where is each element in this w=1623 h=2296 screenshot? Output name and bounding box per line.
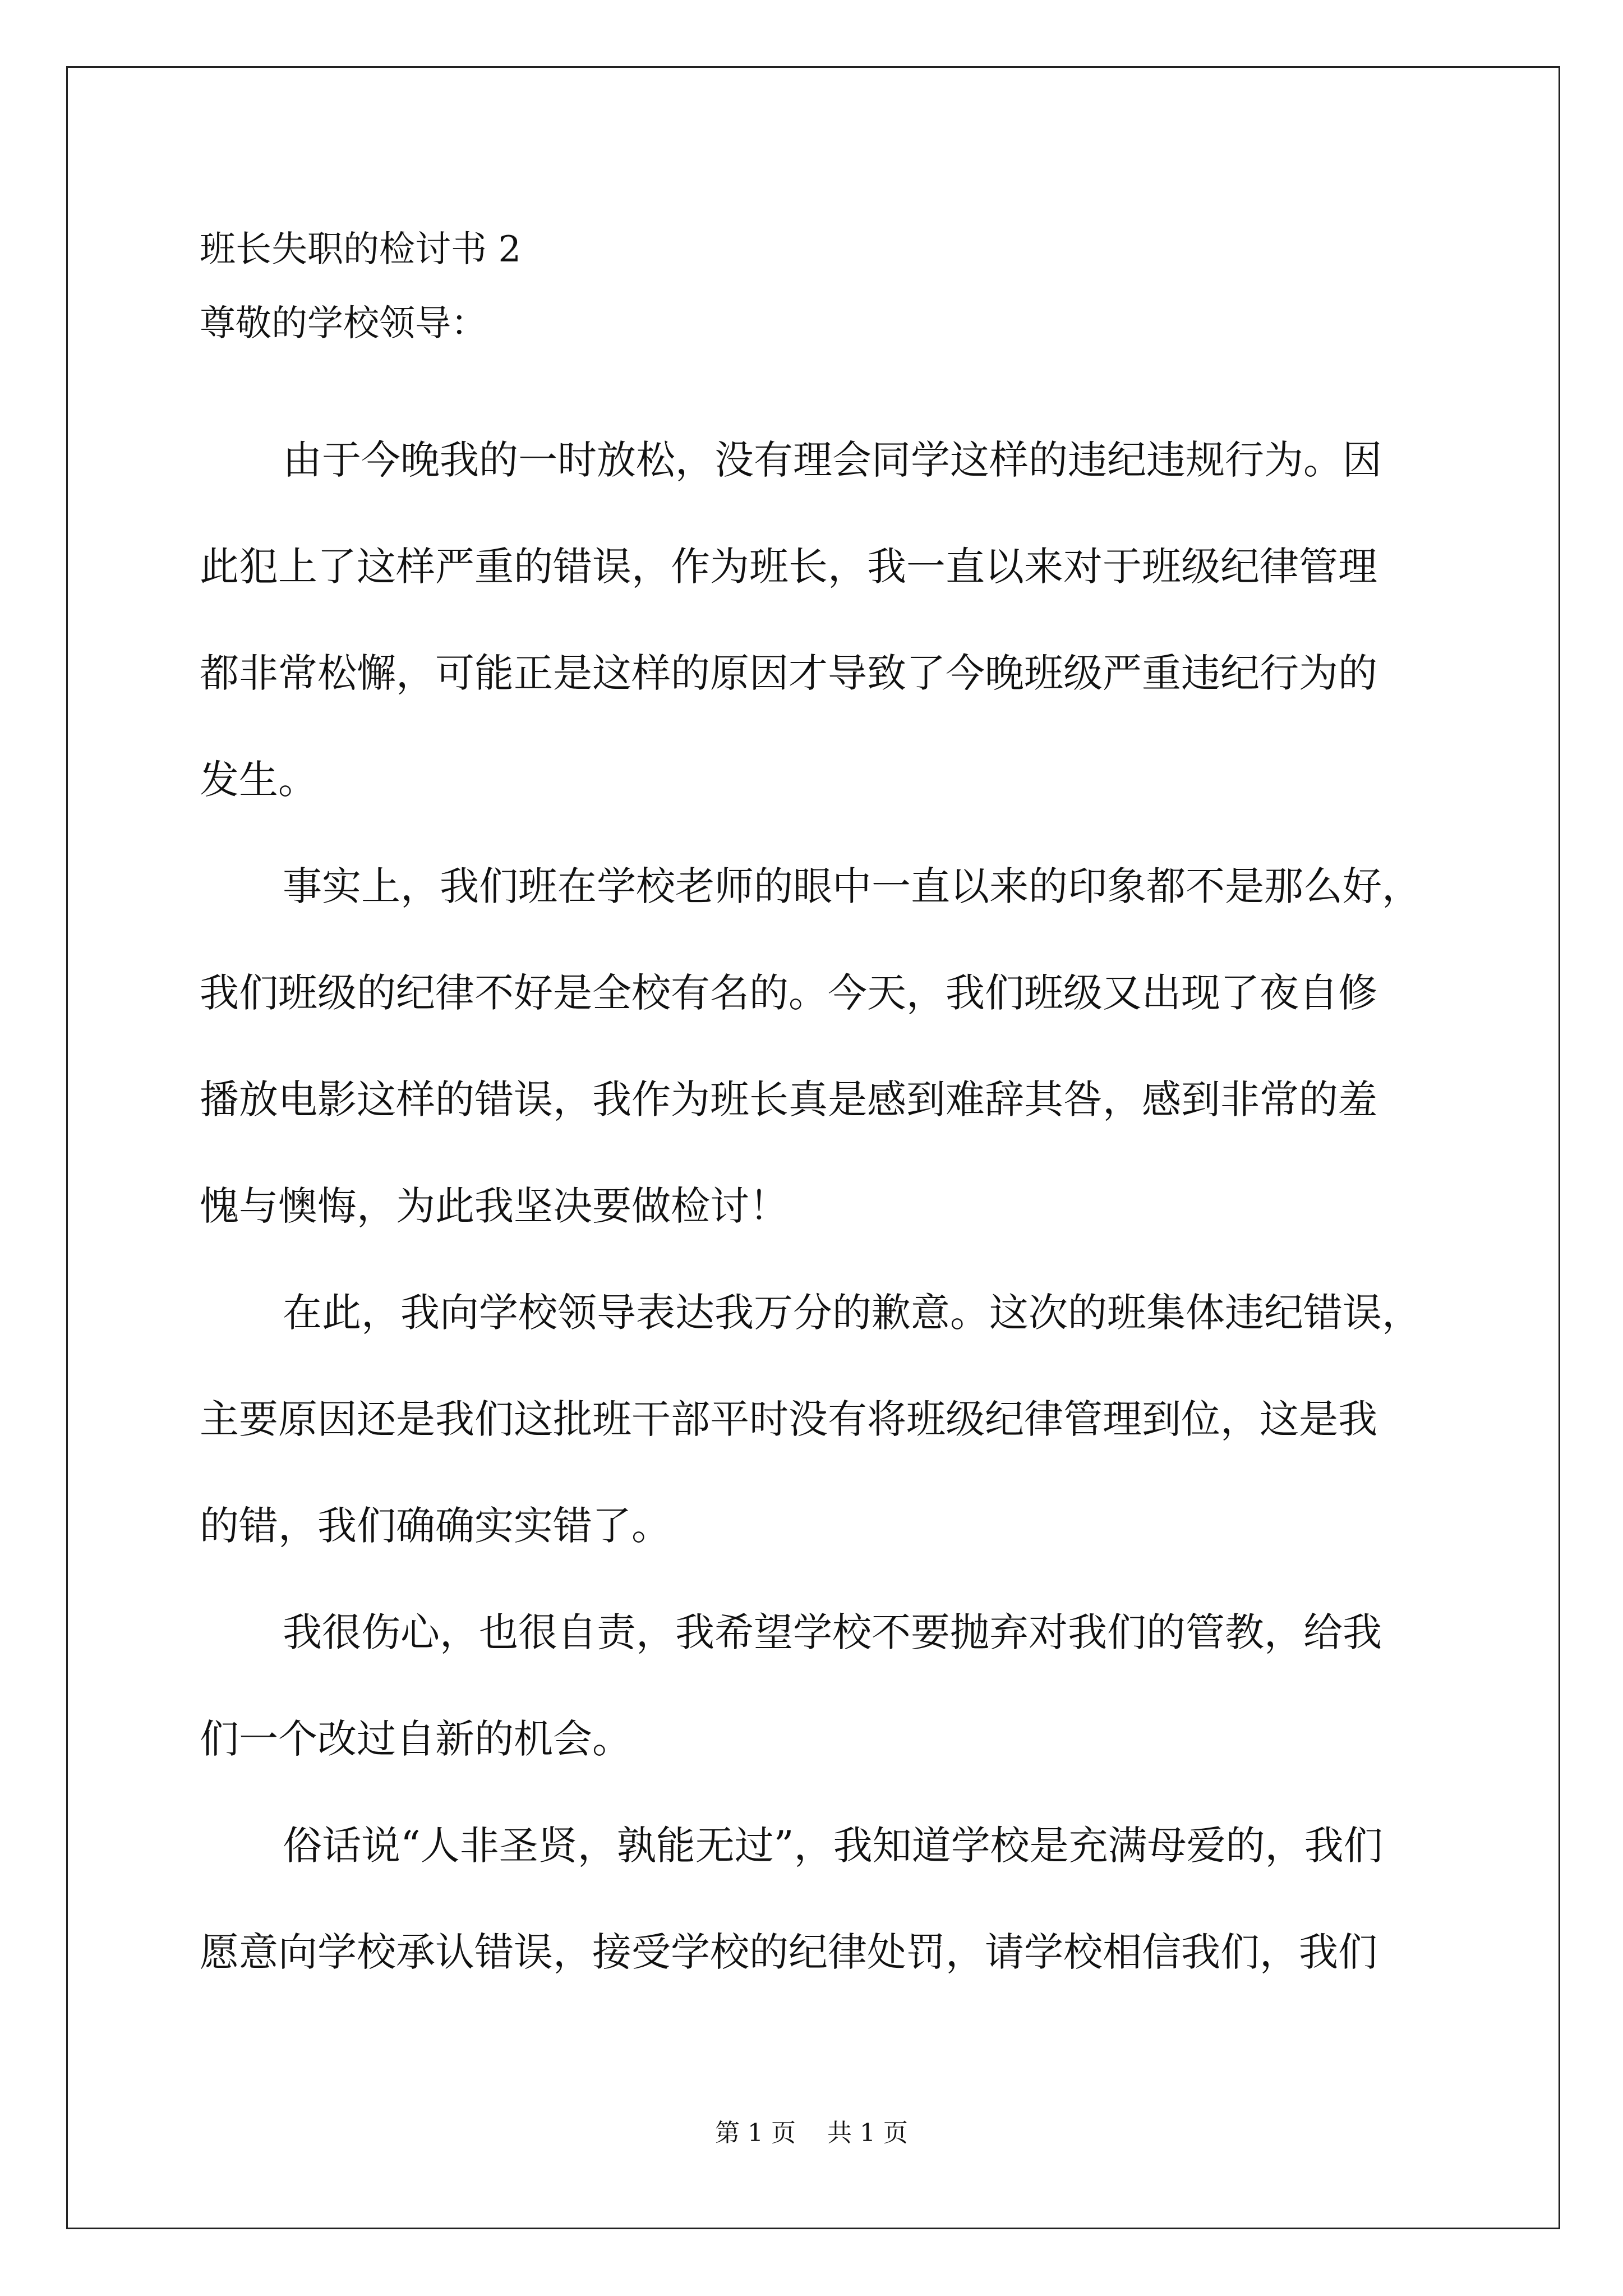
paragraph-1-line-3: 都非常松懈，可能正是这样的原因才导致了今晚班级严重违纪行为的 bbox=[200, 650, 1377, 696]
page-number-footer: 第 1 页 共 1 页 bbox=[715, 2119, 908, 2147]
paragraph-2-line-4: 愧与懊悔，为此我坚决要做检讨！ bbox=[200, 1183, 789, 1229]
paragraph-1-line-4: 发生。 bbox=[200, 757, 317, 803]
paragraph-3-line-1: 在此，我向学校领导表达我万分的歉意。这次的班集体违纪错误， bbox=[283, 1290, 1421, 1336]
paragraph-3-line-2: 主要原因还是我们这批班干部平时没有将班级纪律管理到位，这是我 bbox=[200, 1396, 1377, 1442]
paragraph-2-line-2: 我们班级的纪律不好是全校有名的。今天，我们班级又出现了夜自修 bbox=[200, 970, 1377, 1016]
salutation: 尊敬的学校领导： bbox=[200, 303, 487, 344]
paragraph-4-line-1: 我很伤心，也很自责，我希望学校不要抛弃对我们的管教，给我 bbox=[283, 1609, 1382, 1655]
paragraph-5-line-2: 愿意向学校承认错误，接受学校的纪律处罚，请学校相信我们，我们 bbox=[200, 1929, 1377, 1975]
paragraph-5-line-1: 俗话说“人非圣贤，孰能无过”，我知道学校是充满母爱的，我们 bbox=[283, 1823, 1383, 1869]
paragraph-4-line-2: 们一个改过自新的机会。 bbox=[200, 1716, 631, 1762]
paragraph-3-line-3: 的错，我们确确实实错了。 bbox=[200, 1503, 671, 1549]
paragraph-1-line-1: 由于今晚我的一时放松，没有理会同学这样的违纪违规行为。因 bbox=[283, 437, 1382, 483]
paragraph-2-line-3: 播放电影这样的错误，我作为班长真是感到难辞其咎，感到非常的羞 bbox=[200, 1076, 1377, 1122]
document-title: 班长失职的检讨书 2 bbox=[200, 229, 522, 270]
paragraph-1-line-2: 此犯上了这样严重的错误，作为班长，我一直以来对于班级纪律管理 bbox=[200, 544, 1377, 590]
page-border bbox=[66, 66, 1560, 2229]
paragraph-2-line-1: 事实上，我们班在学校老师的眼中一直以来的印象都不是那么好， bbox=[283, 863, 1421, 909]
